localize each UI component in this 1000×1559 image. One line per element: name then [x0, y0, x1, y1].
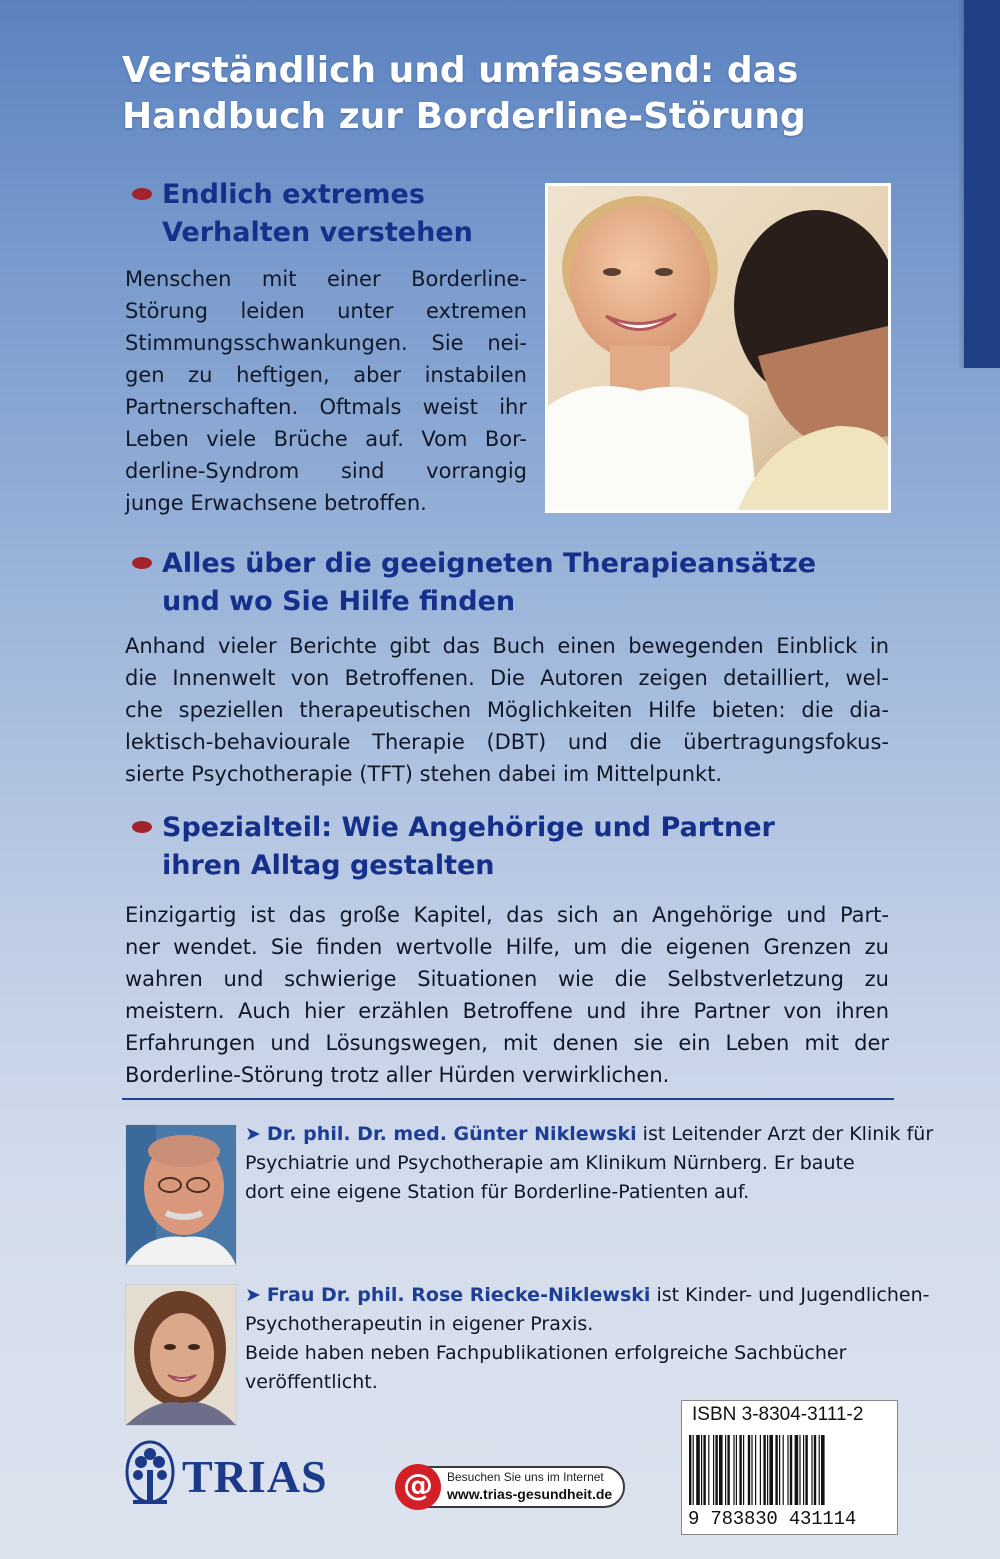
bullet-icon [132, 821, 152, 833]
body-line: lektisch-behaviourale Therapie (DBT) und die übertragungsfokus- [125, 730, 889, 754]
body-line: ner wendet. Sie finden wertvolle Hilfe, um die eigenen Grenzen zu [125, 935, 889, 959]
barcode-bar [799, 1435, 800, 1505]
bullet-icon [132, 557, 152, 569]
barcode-bar [701, 1435, 702, 1505]
author-bio-text: ist Leitender Arzt der Klinik für [642, 1123, 934, 1145]
website-badge[interactable] [397, 1466, 625, 1508]
barcode-bar [795, 1435, 799, 1505]
author-bio-line: dort eine eigene Station für Borderline-Patienten auf. [245, 1181, 750, 1203]
main-title-line-2: Handbuch zur Borderline-Störung [122, 96, 806, 137]
barcode-bar [736, 1435, 737, 1505]
barcode-bar [755, 1435, 756, 1505]
trias-tree-icon [125, 1440, 175, 1510]
body-line: die Innenwelt von Betroffenen. Die Autoren zeigen detailliert, wel- [125, 666, 889, 690]
website-url[interactable]: www.trias-gesundheit.de [447, 1486, 613, 1502]
barcode-bar [803, 1435, 804, 1505]
body-line: Menschen mit einer Borderline- [125, 267, 527, 291]
barcode-bar [775, 1435, 777, 1505]
author-bio-text: ist Kinder- und Jugendlichen- [656, 1284, 930, 1306]
main-title-line-1: Verständlich und umfassend: das [122, 50, 799, 91]
spine-edge [964, 0, 1000, 368]
barcode-bar [715, 1435, 717, 1505]
couple-photo-illustration [548, 186, 888, 510]
author-portrait-rose [125, 1284, 237, 1426]
body-line: wahren und schwierige Situationen wie die Selbstverletzung zu [125, 967, 889, 991]
barcode-bar [783, 1435, 784, 1505]
barcode-bar [769, 1435, 773, 1505]
barcode-bar [693, 1435, 694, 1505]
barcode-bar [819, 1435, 820, 1505]
body-line: meistern. Auch hier erzählen Betroffene und ihre Partner von ihren [125, 999, 889, 1023]
isbn-barcode-box [681, 1400, 898, 1535]
body-line: Leben viele Brüche auf. Vom Bor- [125, 427, 527, 451]
barcode-bar [779, 1435, 780, 1505]
author-bio-rose [245, 1281, 945, 1397]
bullet-icon [132, 188, 152, 200]
author-bio-line: Psychotherapeutin in eigener Praxis. [245, 1313, 594, 1335]
barcode-bar [805, 1435, 807, 1505]
body-line: derline-Syndrom sind vorrangig [125, 459, 527, 483]
body-line: che speziellen therapeutischen Möglichkeiten Hilfe bieten: die dia- [125, 698, 889, 722]
arrow-right-icon: ➤ [245, 1284, 261, 1306]
section-body-understanding [125, 263, 527, 519]
body-line: Einzigartig ist das große Kapitel, das sich an Angehörige und Part- [125, 903, 889, 927]
website-badge-caption: Besuchen Sie uns im Internet [447, 1470, 604, 1484]
barcode-bar [763, 1435, 765, 1505]
section-body-therapy [125, 630, 889, 790]
barcode-bar [696, 1435, 700, 1505]
author-portrait-illustration [126, 1125, 236, 1265]
section-body-relatives [125, 899, 889, 1091]
barcode-bar [708, 1435, 709, 1505]
body-line: Anhand vieler Berichte gibt das Buch einen bewegenden Einblick in [125, 634, 889, 658]
section-heading-line: Verhalten verstehen [162, 217, 473, 248]
body-line: Erfahrungen und Lösungswegen, mit denen sie ein Leben mit der [125, 1031, 889, 1055]
body-line: Borderline-Störung trotz aller Hürden verwirklichen. [125, 1063, 670, 1087]
author-bio-guenter [245, 1120, 945, 1207]
barcode-bar [713, 1435, 714, 1505]
main-title [122, 48, 922, 140]
barcode-bar [767, 1435, 768, 1505]
barcode-bar [751, 1435, 752, 1505]
isbn-label: ISBN 3-8304-3111-2 [692, 1404, 864, 1425]
barcode-bar [760, 1435, 761, 1505]
author-bio-line [245, 1281, 945, 1310]
body-line: sierte Psychotherapie (TFT) stehen dabei im Mittelpunkt. [125, 762, 723, 786]
section-heading-line: Alles über die geeigneten Therapieansätze [162, 548, 817, 579]
body-line: Störung leiden unter extremen [125, 299, 527, 323]
barcode-bar [739, 1435, 741, 1505]
section-heading-understanding [162, 176, 542, 252]
barcode-bar [725, 1435, 726, 1505]
barcode-bar [719, 1435, 723, 1505]
body-line: gen zu heftigen, aber instabilen [125, 363, 527, 387]
publisher-logo-text: TRIAS [182, 1451, 328, 1502]
section-heading-line: Spezialteil: Wie Angehörige und Partner [162, 812, 775, 843]
author-name: Frau Dr. phil. Rose Riecke-Niklewski [266, 1284, 651, 1306]
couple-photo [545, 183, 891, 513]
barcode-bar [811, 1435, 812, 1505]
author-portrait-illustration [126, 1285, 236, 1425]
author-bio-line: Beide haben neben Fachpublikationen erfolgreiche Sachbücher [245, 1342, 847, 1364]
body-line: Stimmungsschwankungen. Sie nei- [125, 331, 527, 355]
section-heading-relatives [162, 809, 902, 885]
at-sign-icon: @ [395, 1464, 441, 1510]
barcode-graphic [687, 1435, 892, 1505]
author-bio-line: veröffentlicht. [245, 1371, 378, 1393]
barcode-bar [814, 1435, 816, 1505]
barcode-bar [787, 1435, 788, 1505]
section-heading-line: ihren Alltag gestalten [162, 850, 495, 881]
barcode-bar [727, 1435, 729, 1505]
section-heading-line: und wo Sie Hilfe finden [162, 586, 516, 617]
barcode-bar [790, 1435, 792, 1505]
barcode-digits: 9 783830 431114 [688, 1508, 857, 1530]
barcode-bar [703, 1435, 705, 1505]
barcode-bar [689, 1435, 691, 1505]
section-heading-line: Endlich extremes [162, 179, 425, 210]
author-bio-line: Psychiatrie und Psychotherapie am Klinikum Nürnberg. Er baute [245, 1152, 855, 1174]
author-portrait-guenter [125, 1124, 237, 1266]
section-divider [122, 1098, 894, 1100]
barcode-bar [743, 1435, 744, 1505]
barcode-bar [821, 1435, 825, 1505]
author-bio-line [245, 1120, 945, 1149]
barcode-bar [748, 1435, 750, 1505]
author-name: Dr. phil. Dr. med. Günter Niklewski [266, 1123, 637, 1145]
barcode-bar [733, 1435, 734, 1505]
body-line: Partnerschaften. Oftmals weist ihr [125, 395, 527, 419]
body-line: junge Erwachsene betroffen. [125, 491, 427, 515]
arrow-right-icon: ➤ [245, 1123, 261, 1145]
section-heading-therapy [162, 545, 902, 621]
